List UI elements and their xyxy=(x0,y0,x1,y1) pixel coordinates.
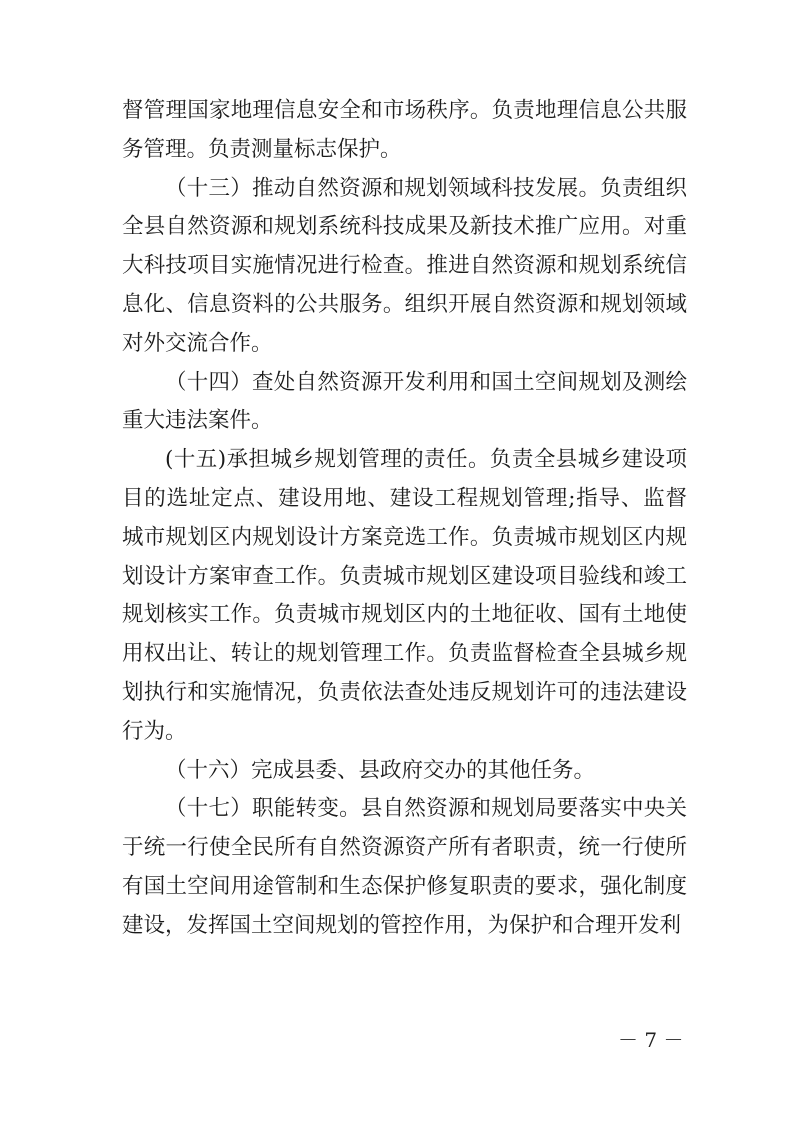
paragraph-item-14: （十四）查处自然资源开发利用和国土空间规划及测绘重大违法案件。 xyxy=(122,369,687,434)
paragraph-item-17: （十七）职能转变。县自然资源和规划局要落实中央关于统一行使全民所有自然资源资产所有者职责，统一行使所有国土空间用途管制和生态保护修复职责的要求，强化制度建设，发挥国土空间规划的管控作用，为保护和合理开发利 xyxy=(122,796,687,938)
paragraph-item-13: （十三）推动自然资源和规划领域科技发展。负责组织全县自然资源和规划系统科技成果及新技术推广应用。对重大科技项目实施情况进行检查。推进自然资源和规划系统信息化、信息资料的公共服务。组织开展自然资源和规划领域对外交流合作。 xyxy=(122,175,687,356)
paragraph-item-15: (十五)承担城乡规划管理的责任。负责全县城乡建设项目的选址定点、建设用地、建设工程规划管理;指导、监督城市规划区内规划设计方案竞选工作。负责城市规划区内规划设计方案审查工作。负责城市规划区建设项目验线和竣工规划核实工作。负责城市规划区内的土地征收、国有土地使用权出让、转让的规划管理工作。负责监督检查全县城乡规划执行和实施情况，负责依法查处违反规划许可的违法建设行为。 xyxy=(122,447,687,744)
document-body xyxy=(122,92,687,946)
page-number: － 7 － xyxy=(618,1028,684,1052)
paragraph-surveying-management: 督管理国家地理信息安全和市场秩序。负责地理信息公共服务管理。负责测量标志保护。 xyxy=(122,98,687,162)
paragraph-item-16: （十六）完成县委、县政府交办的其他任务。 xyxy=(165,757,596,783)
